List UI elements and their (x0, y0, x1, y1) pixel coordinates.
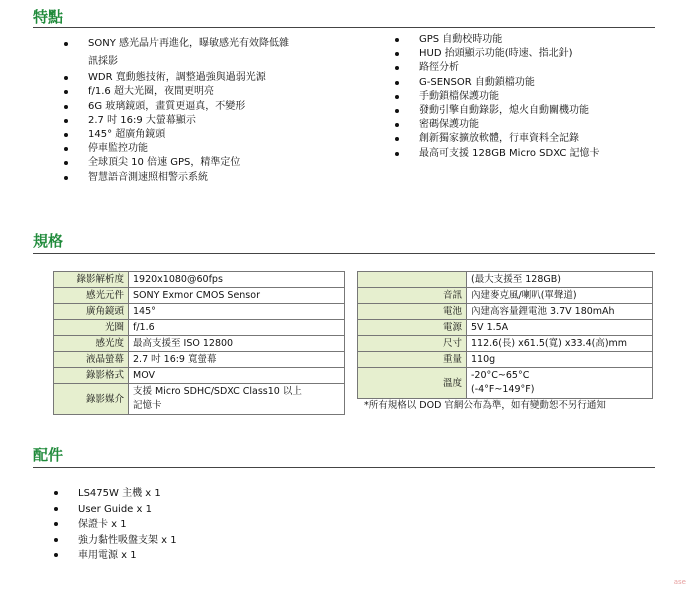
feature-item: 停車監控功能 (62, 142, 372, 156)
bullet-icon (395, 109, 399, 113)
features-right-list (393, 33, 693, 161)
spec-row: 溫度 -20°C~65°C (-4°F~149°F) (358, 368, 653, 399)
bullet-icon (395, 95, 399, 99)
spec-row: 錄影解析度 1920x1080@60fps (54, 272, 345, 288)
feature-item: 手動鎖檔保護功能 (393, 90, 693, 104)
feature-item: HUD 抬頭顯示功能(時速、指北針) (393, 47, 693, 61)
spec-row: 尺寸 112.6(長) x61.5(寬) x33.4(高)mm (358, 336, 653, 352)
accessory-item: 車用電源 x 1 (52, 548, 352, 564)
spec-row: 光圈 f/1.6 (54, 320, 345, 336)
feature-item: SONY 感光晶片再進化，曝敏感光有效降低雜 (62, 37, 372, 51)
watermark: ase (673, 578, 686, 586)
features-left-list (62, 37, 372, 185)
bullet-icon (395, 123, 399, 127)
bullet-icon (64, 119, 68, 123)
spec-row: 廣角鏡頭 145° (54, 304, 345, 320)
accessories-list (52, 486, 352, 564)
bullet-icon (64, 76, 68, 80)
feature-item: GPS 自動校時功能 (393, 33, 693, 47)
bullet-icon (54, 538, 58, 542)
specs-table-right (357, 271, 653, 399)
feature-item: 發動引擎自動錄影，熄火自動關機功能 (393, 104, 693, 118)
feature-item: 2.7 吋 16:9 大螢幕顯示 (62, 114, 372, 128)
spec-row: 液晶螢幕 2.7 吋 16:9 寬螢幕 (54, 352, 345, 368)
specs-rule (33, 253, 655, 254)
feature-item: 145° 超廣角鏡頭 (62, 128, 372, 142)
bullet-icon (54, 507, 58, 511)
feature-item: 路徑分析 (393, 61, 693, 75)
bullet-icon (54, 491, 58, 495)
bullet-icon (395, 52, 399, 56)
bullet-icon (64, 147, 68, 151)
feature-item: WDR 寬動態技術，調整過強與過弱光源 (62, 71, 372, 85)
feature-item: 最高可支援 128GB Micro SDXC 記憶卡 (393, 147, 693, 161)
bullet-icon (54, 553, 58, 557)
feature-item: G-SENSOR 自動鎖檔功能 (393, 76, 693, 90)
accessory-item: User Guide x 1 (52, 502, 352, 518)
feature-item: 創新獨家擴放軟體，行車資料全記錄 (393, 132, 693, 146)
accessory-item: 強力黏性吸盤支架 x 1 (52, 533, 352, 549)
feature-item: 6G 玻璃鏡頭，畫質更逼真，不變形 (62, 100, 372, 114)
bullet-icon (64, 42, 68, 46)
bullet-icon (64, 176, 68, 180)
bullet-icon (395, 66, 399, 70)
spec-row: 感光度 最高支援至 ISO 12800 (54, 336, 345, 352)
bullet-icon (64, 133, 68, 137)
spec-row: 錄影媒介 支援 Micro SDHC/SDXC Class10 以上 記憶卡 (54, 384, 345, 415)
spec-row: 電池 內建高容量鋰電池 3.7V 180mAh (358, 304, 653, 320)
accessory-item: 保證卡 x 1 (52, 517, 352, 533)
bullet-icon (395, 152, 399, 156)
bullet-icon (64, 161, 68, 165)
spec-row: 音訊 內建麥克風/喇叭(單聲道) (358, 288, 653, 304)
accessories-rule (33, 467, 655, 468)
feature-item: f/1.6 超大光圈，夜間更明亮 (62, 85, 372, 99)
spec-disclaimer: *所有規格以 DOD 官網公布為準，如有變動恕不另行通知 (364, 400, 606, 411)
bullet-icon (395, 38, 399, 42)
spec-row: 感光元件 SONY Exmor CMOS Sensor (54, 288, 345, 304)
specs-table-left (53, 271, 345, 415)
spec-row: (最大支援至 128GB) (358, 272, 653, 288)
accessory-item: LS475W 主機 x 1 (52, 486, 352, 502)
bullet-icon (54, 522, 58, 526)
spec-row: 錄影格式 MOV (54, 368, 345, 384)
bullet-icon (395, 137, 399, 141)
accessories-heading: 配件 (33, 446, 64, 464)
feature-item-continuation: 訊採影 (88, 56, 118, 68)
feature-item: 全球頂尖 10 倍速 GPS，精準定位 (62, 156, 372, 170)
spec-row: 重量 110g (358, 352, 653, 368)
bullet-icon (64, 105, 68, 109)
feature-item: 智慧語音測速照相警示系統 (62, 171, 372, 185)
feature-item: 密碼保護功能 (393, 118, 693, 132)
features-rule (33, 27, 655, 28)
spec-row: 電源 5V 1.5A (358, 320, 653, 336)
specs-heading: 規格 (33, 232, 64, 250)
bullet-icon (395, 81, 399, 85)
features-heading: 特點 (33, 8, 64, 26)
bullet-icon (64, 90, 68, 94)
